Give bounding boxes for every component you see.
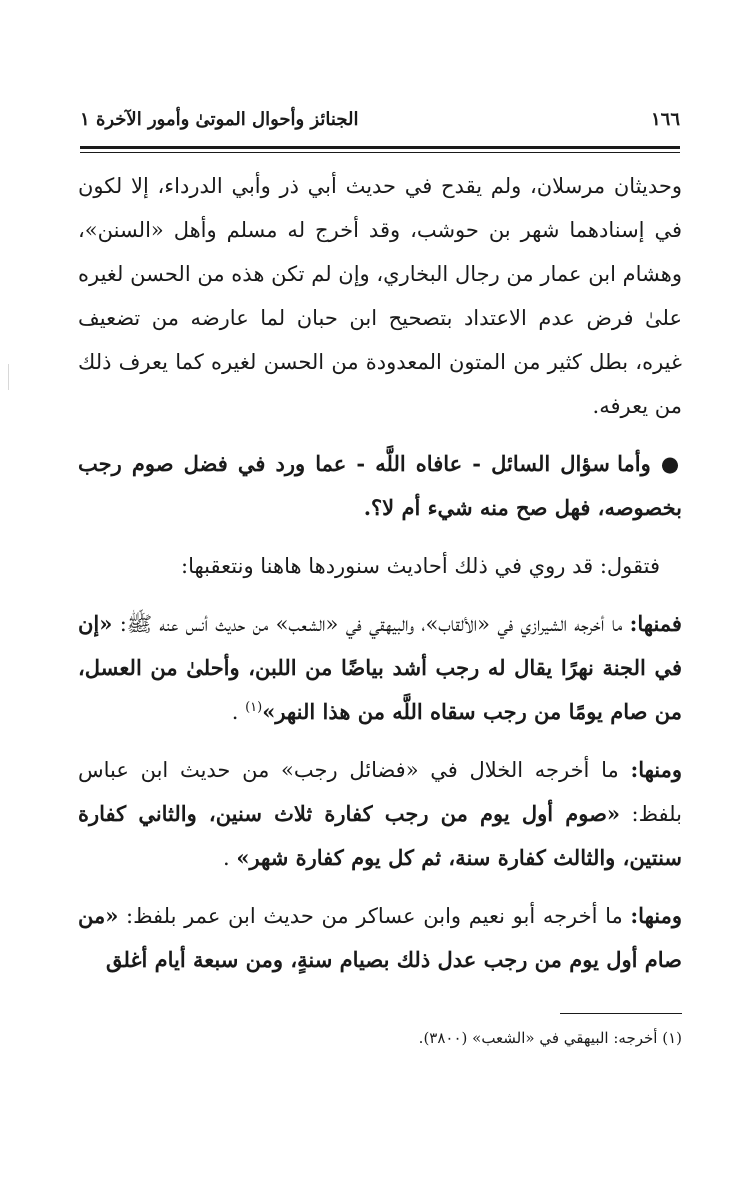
question-text: وأما سؤال السائل - عافاه اللَّه - عما ورد في فضل صوم رجب بخصوصه، فهل صح منه شيء أم لا؟. [78,451,682,520]
bullet-icon: ● [660,451,683,476]
page-number: ١٦٦ [650,108,680,130]
answer-paragraph [78,544,682,588]
hadith-1-lead: فمنها: [629,611,682,636]
hadith-2-lead: ومنها: [630,757,682,782]
hadith-1 [78,602,682,734]
hadith-2-text: ما أخرجه الخلال في «فضائل رجب» من حديث ابن عباس بلفظ: [78,758,682,826]
hadith-1-quote: «إن في الجنة نهرًا يقال له رجب أشد بياضًا من اللبن، وأحلىٰ من العسل، من صام يومًا من رجب سقاه اللَّه من هذا النهر» [78,611,682,724]
hadith-3-quote: «من صام أول يوم من رجب عدل ذلك بصيام سنةٍ، ومن سبعة أيام أغلق [78,903,682,972]
footnote [300,1024,682,1052]
footnote-rule [560,1013,682,1014]
footnote-ref[interactable]: (١) [245,700,263,715]
page-header [80,102,680,136]
question-paragraph [78,442,682,530]
header-rule-thin [80,152,680,153]
hadith-3-text: ما أخرجه أبو نعيم وابن عساكر من حديث ابن عمر بلفظ: [126,904,623,928]
hadith-1-end: . [231,700,239,724]
paragraph-text: وحديثان مرسلان، ولم يقدح في حديث أبي ذر وأبي الدرداء، إلا لكون في إسنادهما شهر بن حوشب، وقد أخرج له مسلم وأهل «السنن»، وهشام ابن عمار من رجال البخاري، وإن لم تكن هذه من الحسن لغيره علىٰ فرض عدم الاعتداد بتصحيح ابن حبان لما عارضه من تضعيف غيره، بطل كثير من المتون المعدودة من الحسن لغيره كما يعرف ذلك من يعرفه. [78,174,682,418]
hadith-3 [78,894,682,982]
running-title: الجنائز وأحوال الموتىٰ وأمور الآخرة ١ [80,108,359,130]
footnote-text: (١) أخرجه: البيهقي في «الشعب» (٣٨٠٠). [418,1029,682,1047]
hadith-2 [78,748,682,880]
header-rule-thick [80,146,680,149]
answer-text: فتقول: قد روي في ذلك أحاديث سنوردها هاهنا ونتعقبها: [181,554,660,578]
hadith-1-text: ما أخرجه الشيرازي في «الألقاب»، والبيهقي في «الشعب» من حديث أنس عنه ﷺ: [119,612,623,636]
paragraph-continuation [78,164,682,428]
hadith-2-quote: «صوم أول يوم من رجب كفارة ثلاث سنين، والثاني كفارة سنتين، والثالث كفارة سنة، ثم كل يوم كفارة شهر» [78,801,682,870]
hadith-3-lead: ومنها: [630,903,682,928]
margin-mark [8,364,9,390]
hadith-2-end: . [222,846,230,870]
body-text [78,164,682,982]
